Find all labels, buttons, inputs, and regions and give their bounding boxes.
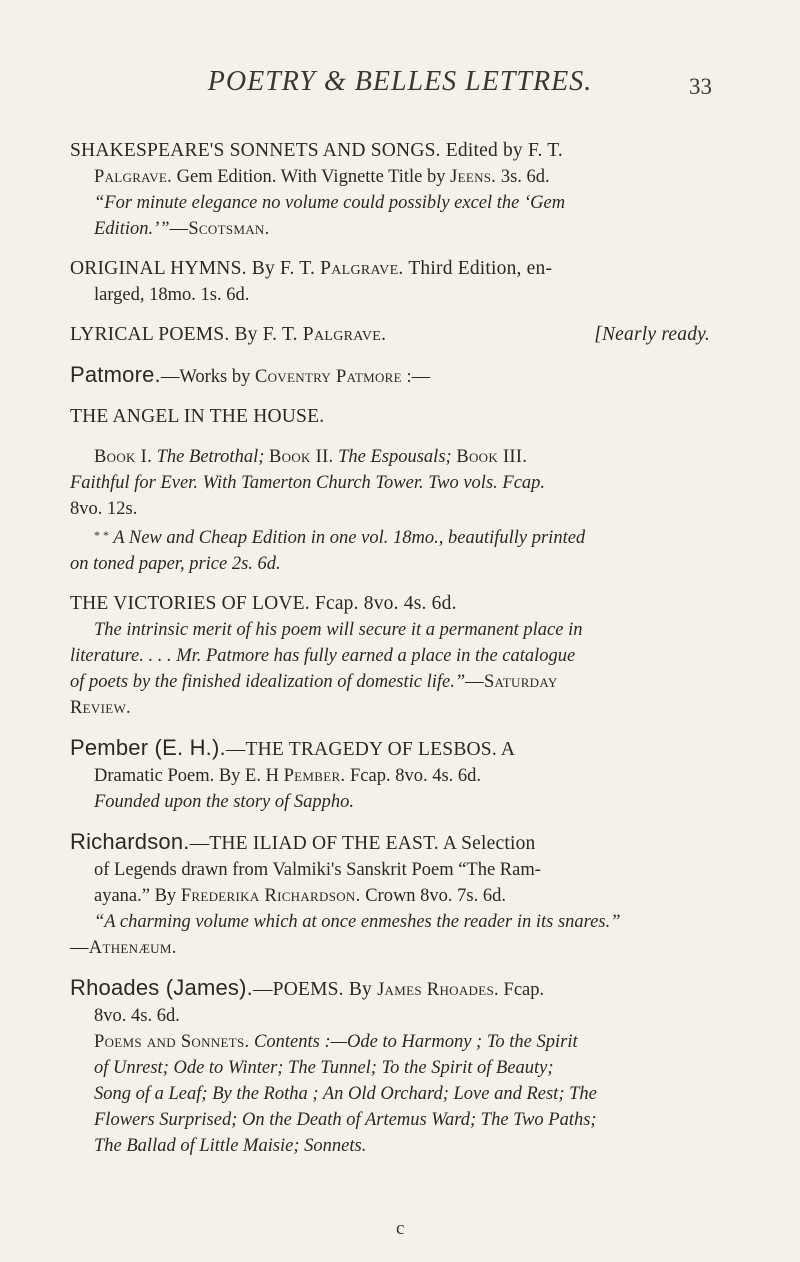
contents-list: of Unrest; Ode to Winter; The Tunnel; To the Spirit of Beauty; [94, 1058, 554, 1078]
signature-mark: c [396, 1218, 405, 1239]
review-source: Review. [70, 698, 131, 718]
author-name: Patmore. [70, 362, 161, 387]
contents-list: Song of a Leaf; By the Rotha ; An Old Orchard; Love and Rest; The [94, 1084, 597, 1104]
entry-rhoades [70, 975, 710, 1159]
running-head [0, 66, 800, 106]
entry-victories-of-love [70, 591, 710, 721]
entry-original-hymns [70, 256, 710, 308]
entry-details: ayana.” By Frederika Richardson. Crown 8vo. 7s. 6d. [94, 886, 506, 906]
entry-richardson [70, 829, 710, 961]
entry-details: larged, 18mo. 1s. 6d. [94, 285, 250, 305]
entry-lyrical-poems [70, 322, 710, 348]
author-heading: Richardson.—THE ILIAD OF THE EAST. A Selection [70, 829, 536, 854]
entry-patmore [70, 362, 710, 577]
entry-note: Founded upon the story of Sappho. [94, 792, 355, 812]
running-title: POETRY & BELLES LETTRES. [207, 66, 593, 97]
entry-heading: SHAKESPEARE'S SONNETS AND SONGS. Edited by F. T. [70, 140, 563, 161]
entry-price: 8vo. 12s. [70, 499, 138, 519]
entry-details: Dramatic Poem. By E. H Pember. Fcap. 8vo. 4s. 6d. [94, 766, 482, 786]
entry-details: of Legends drawn from Valmiki's Sanskrit Poem “The Ram- [94, 860, 541, 880]
author-name: Richardson. [70, 829, 190, 854]
contents-list: Poems and Sonnets. Contents :—Ode to Harmony ; To the Spirit [94, 1032, 578, 1052]
review-quote: The intrinsic merit of his poem will secure it a permanent place in [94, 620, 583, 640]
entry-details: Palgrave. Gem Edition. With Vignette Title by Jeens. 3s. 6d. [94, 167, 550, 187]
contents-list: Flowers Surprised; On the Death of Artemus Ward; The Two Paths; [94, 1110, 597, 1130]
entry-heading: THE VICTORIES OF LOVE. Fcap. 8vo. 4s. 6d. [70, 593, 457, 614]
page-number: 33 [689, 74, 712, 99]
entry-pember [70, 735, 710, 815]
review-quote: literature. . . . Mr. Patmore has fully earned a place in the catalogue [70, 646, 576, 666]
review-quote: “For minute elegance no volume could possibly excel the ‘Gem [94, 193, 566, 213]
entry-heading: LYRICAL POEMS. By F. T. Palgrave. [Nearly ready. [70, 322, 710, 348]
author-heading: Rhoades (James).—POEMS. By James Rhoades. Fcap. [70, 975, 545, 1000]
edition-note: * * A New and Cheap Edition in one vol. 18mo., beautifully printed [94, 528, 586, 548]
entry-details: Faithful for Ever. With Tamerton Church Tower. Two vols. Fcap. [70, 473, 546, 493]
review-quote: of poets by the finished idealization of domestic life.”—Saturday [70, 672, 558, 692]
entry-heading: THE ANGEL IN THE HOUSE. [70, 406, 325, 427]
entry-details: 8vo. 4s. 6d. [94, 1006, 180, 1026]
catalogue-body [70, 138, 710, 1159]
contents-list: The Ballad of Little Maisie; Sonnets. [94, 1136, 367, 1156]
entry-heading: ORIGINAL HYMNS. By F. T. Palgrave. Third Edition, en- [70, 258, 553, 279]
author-heading: Pember (E. H.).—THE TRAGEDY OF LESBOS. A [70, 735, 516, 760]
author-name: Rhoades (James). [70, 975, 253, 1000]
edition-note: on toned paper, price 2s. 6d. [70, 554, 281, 574]
entry-shakespeare-sonnets [70, 138, 710, 242]
author-heading: Patmore.—Works by Coventry Patmore :— [70, 362, 431, 387]
review-quote-end: Edition.’”—Scotsman. [94, 219, 270, 239]
entry-details: Book I. The Betrothal; Book II. The Espousals; Book III. [94, 447, 528, 467]
availability-note: [Nearly ready. [594, 324, 710, 345]
author-name: Pember (E. H.). [70, 735, 226, 760]
review-quote: “A charming volume which at once enmeshes the reader in its snares.” [94, 912, 621, 932]
review-source: —Athenæum. [70, 938, 177, 958]
